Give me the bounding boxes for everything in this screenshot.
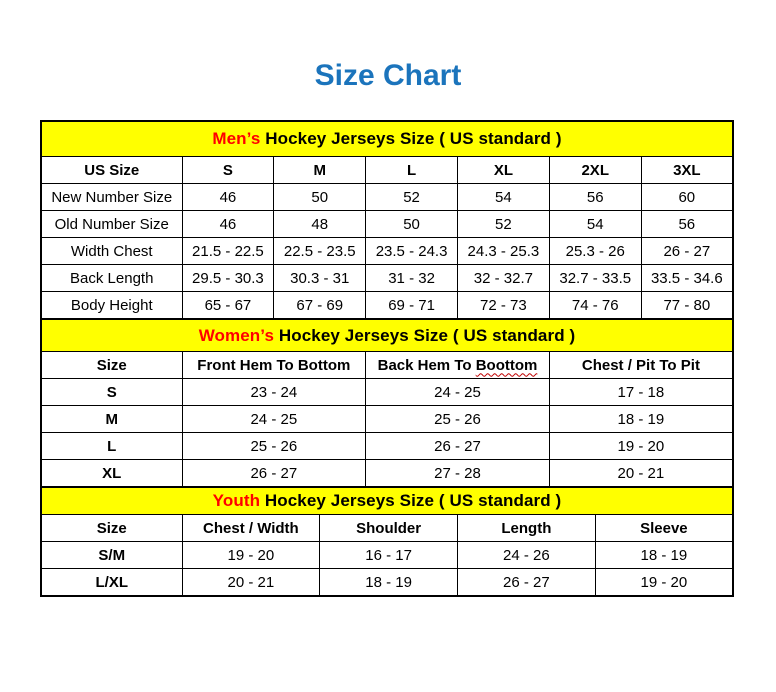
row-label: Width Chest bbox=[41, 238, 182, 265]
table-cell: 31 - 32 bbox=[366, 265, 458, 292]
table-cell: 74 - 76 bbox=[549, 292, 641, 320]
table-row-new-number-size bbox=[41, 184, 733, 211]
row-label: L/XL bbox=[41, 569, 182, 597]
row-label: New Number Size bbox=[41, 184, 182, 211]
mens-size-table bbox=[40, 120, 734, 320]
table-cell: 46 bbox=[182, 184, 274, 211]
table-cell: 32 - 32.7 bbox=[457, 265, 549, 292]
womens-band-row bbox=[41, 319, 733, 352]
table-cell: 52 bbox=[457, 211, 549, 238]
table-row-width-chest bbox=[41, 238, 733, 265]
youth-column-header-row bbox=[41, 515, 733, 542]
table-cell: 48 bbox=[274, 211, 366, 238]
table-cell: 19 - 20 bbox=[182, 542, 320, 569]
womens-heading-text: Hockey Jerseys Size ( US standard ) bbox=[278, 325, 576, 345]
table-cell: 65 - 67 bbox=[182, 292, 274, 320]
table-cell: 26 - 27 bbox=[366, 433, 550, 460]
mens-section-header bbox=[41, 121, 733, 157]
table-row-womens-l bbox=[41, 433, 733, 460]
womens-section-header bbox=[41, 319, 733, 352]
table-cell: 18 - 19 bbox=[595, 542, 733, 569]
table-cell: 24.3 - 25.3 bbox=[457, 238, 549, 265]
table-cell: 50 bbox=[366, 211, 458, 238]
table-cell: 50 bbox=[274, 184, 366, 211]
table-cell: 54 bbox=[549, 211, 641, 238]
table-cell: 26 - 27 bbox=[458, 569, 596, 597]
mens-column-header-row bbox=[41, 157, 733, 184]
table-cell: 25 - 26 bbox=[366, 406, 550, 433]
row-label: L bbox=[41, 433, 182, 460]
row-label: Old Number Size bbox=[41, 211, 182, 238]
womens-heading-accent: Women’s bbox=[198, 325, 279, 345]
column-header-3xl: 3XL bbox=[641, 157, 733, 184]
table-cell: 77 - 80 bbox=[641, 292, 733, 320]
table-cell: 24 - 26 bbox=[458, 542, 596, 569]
column-header-chest: Chest / Pit To Pit bbox=[549, 352, 733, 379]
table-row-youth-lxl bbox=[41, 569, 733, 597]
table-cell: 72 - 73 bbox=[457, 292, 549, 320]
table-cell: 56 bbox=[549, 184, 641, 211]
column-header-front-hem: Front Hem To Bottom bbox=[182, 352, 366, 379]
table-cell: 22.5 - 23.5 bbox=[274, 238, 366, 265]
table-cell: 46 bbox=[182, 211, 274, 238]
table-cell: 25.3 - 26 bbox=[549, 238, 641, 265]
column-header-xl: XL bbox=[457, 157, 549, 184]
table-cell: 33.5 - 34.6 bbox=[641, 265, 733, 292]
table-cell: 32.7 - 33.5 bbox=[549, 265, 641, 292]
table-cell: 16 - 17 bbox=[320, 542, 458, 569]
table-cell: 19 - 20 bbox=[595, 569, 733, 597]
page-title: Size Chart bbox=[314, 59, 462, 92]
table-cell: 69 - 71 bbox=[366, 292, 458, 320]
table-row-back-length bbox=[41, 265, 733, 292]
table-cell: 26 - 27 bbox=[182, 460, 366, 488]
row-label: Body Height bbox=[41, 292, 182, 320]
row-label: Back Length bbox=[41, 265, 182, 292]
table-row-womens-xl bbox=[41, 460, 733, 488]
table-row-youth-sm bbox=[41, 542, 733, 569]
back-hem-typo-spellcheck: Boottom bbox=[475, 356, 538, 374]
column-header-2xl: 2XL bbox=[549, 157, 641, 184]
table-cell: 19 - 20 bbox=[549, 433, 733, 460]
back-hem-prefix: Back Hem To bbox=[377, 356, 476, 374]
table-cell: 60 bbox=[641, 184, 733, 211]
column-header-length: Length bbox=[458, 515, 596, 542]
column-header-m: M bbox=[274, 157, 366, 184]
mens-heading-text: Hockey Jerseys Size ( US standard ) bbox=[265, 129, 562, 148]
row-label: S bbox=[41, 379, 182, 406]
table-cell: 20 - 21 bbox=[549, 460, 733, 488]
table-cell: 24 - 25 bbox=[182, 406, 366, 433]
table-cell: 30.3 - 31 bbox=[274, 265, 366, 292]
table-row-womens-m bbox=[41, 406, 733, 433]
column-header-us-size: US Size bbox=[41, 157, 182, 184]
size-chart-page bbox=[0, 58, 776, 692]
column-header-sleeve: Sleeve bbox=[595, 515, 733, 542]
youth-band-row bbox=[41, 487, 733, 515]
mens-heading-accent: Men’s bbox=[212, 129, 266, 148]
column-header-chest-width: Chest / Width bbox=[182, 515, 320, 542]
mens-band-row bbox=[41, 121, 733, 157]
table-cell: 67 - 69 bbox=[274, 292, 366, 320]
column-header-shoulder: Shoulder bbox=[320, 515, 458, 542]
table-cell: 25 - 26 bbox=[182, 433, 366, 460]
column-header-size: Size bbox=[41, 352, 182, 379]
column-header-s: S bbox=[182, 157, 274, 184]
womens-column-header-row bbox=[41, 352, 733, 379]
row-label: M bbox=[41, 406, 182, 433]
table-row-womens-s bbox=[41, 379, 733, 406]
table-cell: 18 - 19 bbox=[549, 406, 733, 433]
table-row-body-height bbox=[41, 292, 733, 320]
column-header-l: L bbox=[366, 157, 458, 184]
table-cell: 29.5 - 30.3 bbox=[182, 265, 274, 292]
table-row-old-number-size bbox=[41, 211, 733, 238]
column-header-back-hem bbox=[366, 352, 550, 379]
youth-size-table bbox=[40, 486, 734, 597]
table-cell: 23.5 - 24.3 bbox=[366, 238, 458, 265]
size-tables bbox=[40, 120, 734, 597]
youth-heading-text: Hockey Jerseys Size ( US standard ) bbox=[264, 491, 562, 510]
row-label: XL bbox=[41, 460, 182, 488]
table-cell: 54 bbox=[457, 184, 549, 211]
column-header-size: Size bbox=[41, 515, 182, 542]
table-cell: 56 bbox=[641, 211, 733, 238]
youth-heading-accent: Youth bbox=[212, 491, 265, 510]
table-cell: 20 - 21 bbox=[182, 569, 320, 597]
row-label: S/M bbox=[41, 542, 182, 569]
table-cell: 24 - 25 bbox=[366, 379, 550, 406]
table-cell: 52 bbox=[366, 184, 458, 211]
youth-section-header bbox=[41, 487, 733, 515]
table-cell: 21.5 - 22.5 bbox=[182, 238, 274, 265]
table-cell: 17 - 18 bbox=[549, 379, 733, 406]
table-cell: 23 - 24 bbox=[182, 379, 366, 406]
table-cell: 18 - 19 bbox=[320, 569, 458, 597]
table-cell: 26 - 27 bbox=[641, 238, 733, 265]
table-cell: 27 - 28 bbox=[366, 460, 550, 488]
womens-size-table bbox=[40, 318, 734, 488]
